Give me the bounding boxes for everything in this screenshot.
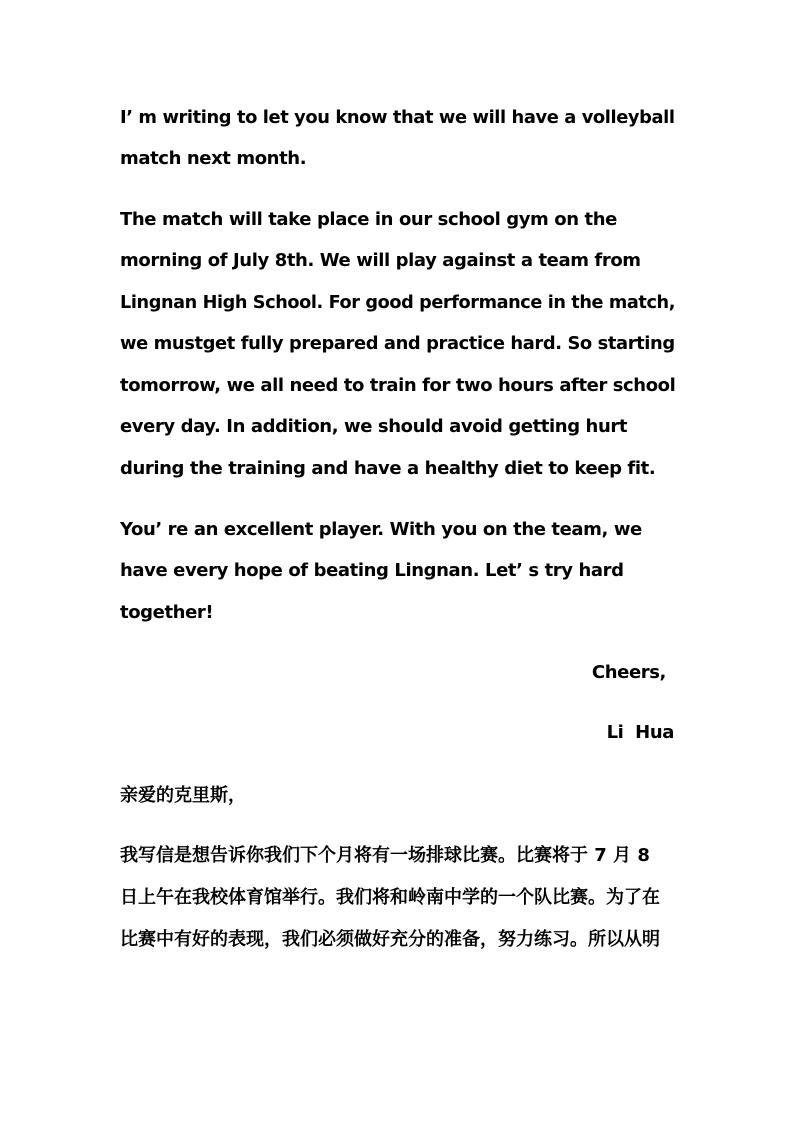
greeting: 亲爱的克里斯， — [120, 785, 246, 806]
cn-text-line: 我写信是想告诉你我们下个月将有一场排球比赛。比赛将于 7 月 8 — [120, 845, 650, 866]
text-line: tomorrow, we all need to train for two hours after school — [120, 375, 676, 396]
text-line: have every hope of beating Lingnan. Let’ s try hard — [120, 560, 624, 581]
text-line: Lingnan High School. For good performance in the match, — [120, 292, 676, 313]
closing: Cheers, — [591, 662, 666, 683]
signature: Li Hua — [606, 722, 674, 743]
cn-text-line: 日上午在我校体育馆举行。我们将和岭南中学的一个队比赛。为了在 — [120, 887, 660, 908]
text-line: during the training and have a healthy diet to keep fit. — [120, 458, 656, 479]
text-line: You’ re an excellent player. With you on the team, we — [120, 519, 642, 540]
text-line: match next month. — [120, 148, 307, 169]
text-line: we mustget fully prepared and practice hard. So starting — [120, 333, 675, 354]
text-line: morning of July 8th. We will play against a team from — [120, 250, 641, 271]
text-line: every day. In addition, we should avoid getting hurt — [120, 416, 628, 437]
text-line: The match will take place in our school gym on the — [120, 209, 617, 230]
text-line: together! — [120, 602, 214, 623]
cn-text-line: 比赛中有好的表现，我们必须做好充分的准备，努力练习。所以从明 — [120, 929, 660, 950]
text-line: I’ m writing to let you know that we will have a volleyball — [120, 107, 675, 128]
